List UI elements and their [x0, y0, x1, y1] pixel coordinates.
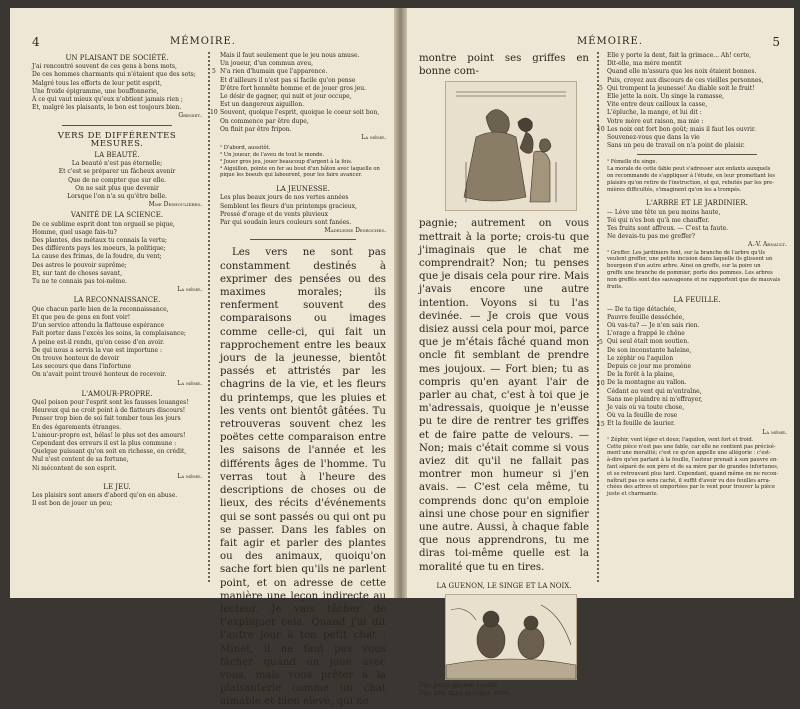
- poem-author: A.-V. Arnault.: [748, 241, 787, 249]
- poem-title: L'AMOUR-PROPRE.: [81, 389, 153, 398]
- poem-author: La même.: [177, 379, 202, 387]
- poem-title: LA JEUNESSE.: [276, 185, 330, 194]
- verse-line: Et la feuille de laurier.: [607, 420, 676, 428]
- verse-line: Homme, quel usage fais-tu?: [32, 228, 117, 236]
- verse-line: Fait porter dans l'excès les soins, la complaisance;: [32, 330, 186, 338]
- line-number: 15: [597, 420, 605, 428]
- book-gutter: [394, 8, 407, 598]
- verse-line: Quand elle m'assura que les noix étaient bonnes.: [607, 68, 757, 76]
- poem-verse: [32, 63, 202, 112]
- verse-line: Où va la feuille de rose: [607, 412, 678, 420]
- line-number: 5: [599, 338, 603, 346]
- verse-line: Les noix ont fort bon goût; mais il faut les ouvrir.: [607, 125, 757, 133]
- poem-title: LE JEU.: [103, 482, 131, 491]
- verse-line: Que de ne compter que sur elle.: [68, 176, 166, 184]
- verse-line: Sans me plaindre ni m'effrayer,: [607, 395, 703, 403]
- footnote-line: ¹ Greffer. Les jardiniers font, sur la branche de l'arbre qu'ils: [607, 249, 766, 256]
- verse-line: Je vais où va toute chose,: [607, 404, 685, 412]
- poem-author: La même.: [762, 428, 787, 436]
- verse-line: À peine est-il rendu, qu'on cesse d'en avoir.: [32, 338, 165, 346]
- verse-line: Les plaisirs sont amers d'abord qu'on en abuse.: [32, 492, 178, 500]
- verse-line: Elle jette la noix. Un singe la ramasse,: [607, 93, 725, 101]
- footnote-line: ¹ D'abord, aussitôt.: [220, 145, 271, 152]
- section-title: VERS DE DIFFÉRENTES MESURES.: [57, 130, 177, 149]
- footnote-line: La morale de cette fable peut s'adresser aux enfants auxquels: [607, 166, 771, 173]
- verse-line: Pauvre feuille desséchée,: [607, 313, 685, 321]
- verse-line: Quel poison pour l'esprit sont les fausses louanges!: [32, 398, 189, 406]
- verse-line: Est un dangereux aiguillon.: [220, 101, 305, 109]
- verse-line: Cependant des erreurs il est la plus commune :: [32, 439, 177, 447]
- fable-verse: [419, 682, 589, 698]
- verse-line: Des différents pays les moeurs, la politique;: [32, 245, 166, 253]
- line-number: 10: [597, 126, 605, 133]
- woman-cat-child-illustration: [446, 82, 576, 210]
- footnote-line: fruits.: [607, 283, 623, 290]
- verse-line: Nul n'est content de sa fortune,: [32, 456, 129, 464]
- verse-line: Le désir de gagner, qui nuit et jour occupe,: [220, 93, 352, 101]
- verse-line: Où vas-tu? — Je n'en sais rien.: [607, 322, 700, 330]
- page-number: 5: [772, 35, 780, 49]
- footnote-line: pique les boeufs qui labourent, pour les faire avancer.: [220, 172, 363, 179]
- poem-author: La même.: [177, 472, 202, 480]
- verse-line: Il est bon de jouer un peu;: [32, 500, 113, 508]
- verse-line: Dit-elle, ma mère mentit: [607, 60, 682, 68]
- verse-line: La cause des frimas, de la foudre, du vent;: [32, 253, 162, 261]
- poem-author: La même.: [177, 286, 202, 294]
- poem-author: La même.: [361, 134, 386, 142]
- poem-title: L'ARBRE ET LE JARDINIER.: [646, 199, 748, 208]
- verse-line: Et d'ailleurs il n'est pas si facile qu'on pense: [220, 76, 356, 84]
- footnote-line: ¹ Fémelle du singe.: [607, 159, 658, 166]
- verse-line: On ne sait plus que devenir: [75, 184, 159, 192]
- poem-title: UN PLAISANT DE SOCIÉTÉ.: [65, 54, 169, 62]
- verse-line: Ni mécontent de son esprit.: [32, 464, 117, 472]
- poem-title: LA FEUILLE.: [673, 296, 721, 305]
- verse-line: Malgré tous les efforts de leur petit esprit,: [32, 79, 162, 87]
- verse-line: — De ta tige détachée,: [607, 305, 677, 313]
- verse-line: Par qui soudain leurs couleurs sont fanées.: [220, 219, 352, 227]
- poem-title: LA BEAUTÉ.: [94, 151, 140, 160]
- footnote-line: non greffés sont des sauvageons et ne rapportent que de mauvais: [607, 276, 781, 283]
- poem-title: VANITÉ DE LA SCIENCE.: [70, 211, 164, 220]
- poem-verse: [32, 306, 202, 380]
- engraving-woman-with-cat: [445, 81, 577, 211]
- verse-line: Souvent, quoique l'esprit, quoique le coeur soit bon,: [220, 109, 380, 117]
- divider: [637, 154, 757, 155]
- verse-line: Une noix dans sa coque verte;: [419, 690, 511, 698]
- footnote-line: juste et charmante.: [607, 491, 659, 498]
- poem-verse: [32, 160, 202, 201]
- verse-line: Une jeune guenon cueillit: [419, 682, 498, 690]
- verse-line: Heureux qui ne croit point à de flatteurs discours!: [32, 407, 186, 415]
- page-number: 4: [32, 35, 40, 49]
- verse-line: De ce sublime esprit dont ton orgueil se pique,: [32, 220, 175, 228]
- verse-line: On commence par être dupe,: [220, 117, 309, 125]
- footnote-line: et se retrouvant plus tard. Cependant, quand même on ne recon-: [607, 470, 779, 477]
- poem-verse: [607, 209, 787, 242]
- poem-author: Gresset.: [178, 112, 202, 120]
- verse-line: On finit par être fripon.: [220, 125, 292, 133]
- verse-line: Des plantes, des métaux tu connais la vertu;: [32, 237, 168, 245]
- running-head: MÉMOIRE.: [577, 36, 643, 47]
- right-column-1: [419, 52, 589, 699]
- footnote-line: plaisirs qu'on retire de l'instruction, et qui, rebutés par les pre-: [607, 179, 774, 186]
- line-number: 10: [597, 379, 605, 387]
- footnotes: [607, 437, 787, 498]
- verse-line: L'orage a frappé le chêne: [607, 330, 685, 338]
- verse-line: Les plus beaux jours de nos vertes années: [220, 194, 349, 202]
- footnote-line: ³ Jouer gros jeu, jouer beaucoup d'argent à la fois.: [220, 158, 353, 165]
- verse-line: Qui trompent la jeunesse! Au diable soit le fruit!: [607, 84, 755, 92]
- verse-line: Un joueur, d'un commun aveu,: [220, 60, 314, 68]
- footnotes: [220, 145, 386, 179]
- footnote-line: ment une moralité; c'est ce qu'on appelle une allégorie : c'est-: [607, 450, 771, 457]
- line-number: 5: [212, 68, 216, 75]
- verse-line: Depuis ce jour me promène: [607, 363, 692, 371]
- verse-line: Des astres le pouvoir suprême;: [32, 261, 127, 269]
- verse-line: N'a rien d'humain que l'apparence.: [220, 68, 328, 76]
- verse-line: Cédant au vent qui m'entraîne,: [607, 387, 702, 395]
- poem-title: LA RECONNAISSANCE.: [73, 296, 161, 305]
- poem-verse: [32, 492, 202, 508]
- verse-line: Une froide épigramme, une bouffonnerie,: [32, 87, 159, 95]
- verse-line: À ce qui vaut mieux qu'eux n'obtient jamais rien ;: [32, 96, 183, 104]
- verse-line: D'être fort honnête homme et de jouer gros jeu.: [220, 84, 367, 92]
- footnote-line: veulent greffer, une petite incision dans laquelle ils glissent un: [607, 256, 773, 263]
- line-number: 10: [210, 109, 218, 116]
- footnote-line: ¹ Zéphir, vent léger et doux; l'aquilon, vent fort et froid.: [607, 436, 754, 443]
- footnote-line: bourgeon d'un autre arbre. Ainsi on greffe, sur la poire un: [607, 263, 761, 270]
- verse-line: Quelque puissant qu'on soit en richesse, en crédit,: [32, 448, 187, 456]
- divider: [62, 125, 172, 126]
- left-column-1: [32, 52, 202, 509]
- right-column-2: [597, 52, 787, 498]
- footnotes: [607, 159, 787, 193]
- verse-line: Qui seul était mon soutien.: [607, 338, 689, 346]
- prose-top-line: montre point ses griffes en bonne com-: [419, 53, 589, 78]
- verse-line: On trouve honteux de devoir: [32, 354, 120, 362]
- footnotes: [607, 250, 787, 291]
- verse-line: L'épluche, la mange, et lui dit :: [607, 109, 702, 117]
- fable-title: LA GUENON, LE SINGE ET LA NOIX.: [436, 581, 572, 590]
- footnote-line: à-dire qu'en parlant à la feuille, l'auteur prenait à son pauvre en-: [607, 457, 779, 464]
- verse-line: Et que peu de gens en font voir!: [32, 313, 131, 321]
- verse-line: Semblent les fleurs d'un printemps gracieux,: [220, 202, 357, 210]
- verse-line: De son inconstante haleine,: [607, 346, 692, 354]
- verse-line: Penser trop bien de soi fait tomber tous les jours: [32, 415, 181, 423]
- poem-verse: [220, 194, 386, 227]
- verse-line: — Lève une tête un peu moins haute,: [607, 208, 721, 216]
- poem-verse: [607, 306, 787, 429]
- verse-line: Le zéphir ou l'aquilon: [607, 354, 674, 362]
- running-head: MÉMOIRE.: [170, 36, 236, 47]
- footnote-line: mières difficultés, s'imaginent qu'on les a trompés.: [607, 186, 742, 193]
- verse-line: Tes fruits sont affreux. — C'est ta faute.: [607, 225, 729, 233]
- verse-line: Que chacun parle bien de la reconnaissance,: [32, 305, 169, 313]
- verse-line: J'ai rencontré souvent de ces gens à bons mots,: [32, 63, 177, 71]
- verse-line: De la forêt à la plaine,: [607, 371, 675, 379]
- footnote-line: on recommande de s'appliquer à l'étude, en leur promettant les: [607, 173, 775, 180]
- line-number: 5: [599, 85, 603, 92]
- footnote-line: chées des arbres et emportées par le vent pour trouver la pièce: [607, 484, 775, 491]
- verse-line: De la montagne au vallon.: [607, 379, 687, 387]
- verse-line: Lorsque l'on n'a su qu'être belle.: [67, 193, 167, 201]
- prose-paragraph: pagnie; autrement on vous mettrait à la porte; crois-tu que j'imaginais que le chat me comprendrait? Non; tu penses que je disais cela pour rire. Mais j'avais encore une autre intention. Voyons si tu l'as devinée. — Je crois que vous disiez aussi cela pour moi, parce que je m'étais fâché quand mon oncle fit semblant de prendre mes joujoux. — Fort bien; tu as compris qu'en ayant l'air de parler au chat, c'est à toi que je m'adressais, quoique je n'eusse pu te dire de rentrer tes griffes et de faire patte de velours. — Non; mais c'était comme si vous aviez dit qu'il ne fallait pas montrer mon humeur si j'en avais. — C'est cela même, tu comprends donc qu'on emploie ainsi une chose pour en signifier une autre. Aussi, à chaque fable que nous apprendrons, tu me diras toi-même quelle est la moralité que tu en tires.: [419, 218, 589, 573]
- poem-author: Madeleine Desroches.: [324, 227, 386, 235]
- right-page: [407, 8, 794, 698]
- left-page: [10, 8, 394, 708]
- poem-verse: [32, 399, 202, 473]
- verse-line: Souvenez-vous que dans la vie: [607, 134, 700, 142]
- verse-line: Vite entre deux cailloux la casse,: [607, 101, 708, 109]
- poem-verse: [32, 221, 202, 287]
- left-column-2: [210, 52, 386, 709]
- divider: [250, 239, 356, 240]
- footnote-line: fant séparé de son père et de sa mère par de grandes infortunes,: [607, 464, 779, 471]
- verse-line: Les secours que dans l'infortune: [32, 363, 132, 371]
- verse-line: On n'avait point trouvé honteux de recevoir.: [32, 371, 167, 379]
- verse-line: Et, malgré les plaisants, le bon est toujours bien.: [32, 104, 182, 112]
- verse-line: Et c'est se préparer un fâcheux avenir: [58, 168, 176, 176]
- footnote-line: naîtrait pas ce sens caché, il suffit d'avoir vu des feuilles arra-: [607, 477, 771, 484]
- verse-line: De ces hommes charmants qui n'étaient que des sots;: [32, 71, 196, 79]
- verse-line: Pressé d'orage et de vents pluvieux: [220, 210, 329, 218]
- verse-line: De qui nous a servis la vue est importune :: [32, 346, 163, 354]
- verse-line: La beauté n'est pas éternelle;: [71, 160, 163, 168]
- footnote-line: greffe une branche de pommier, porte des pommes. Les arbres: [607, 270, 773, 277]
- verse-line: Puis, croyez aux discours de ces vieilles personnes,: [607, 76, 764, 84]
- poem-verse: [220, 52, 386, 134]
- verse-line: Mais il faut seulement que le jeu nous amuse.: [220, 52, 360, 59]
- prose-paragraph: Les vers ne sont pas constamment destinés à exprimer des pensées ou des maximes morales; ils renferment souvent des comparaisons ou images comme celle-ci, qui fait un rapprochement entre les beaux jours de la jeunesse, bientôt passés et attristés par les chagrins de la vie, et les fleurs du printemps, que les pluies et les vents ont bientôt gâtées. Tu retrouveras souvent chez les poëtes cette comparaison entre les saisons de l'année et les différents âges de l'homme. Tu verras tout à l'heure des descriptions de choses ou de lieux, des récits d'événements qui se sont passés ou qui ont pu se passer. Dans les fables on fait agir et parler des plantes ou des animaux, quoiqu'on sache fort bien qu'ils ne parlent point, et on adresse de cette manière une leçon indirecte au lecteur. Je vais tâcher de t'expliquer cela. Quand j'ai dit l'autre jour à ton petit chat : Minet, il ne faut pas vous fâcher quand on joue avec vous, mais vous prêter à la plaisanterie comme un chat aimable et bien élevé, qui ne: [220, 247, 386, 708]
- footnote-line: Cette pièce n'est pas une fable, car elle ne contient pas précisé-: [607, 443, 776, 450]
- verse-line: Toi qui n'es bon qu'à me chauffer.: [607, 216, 710, 224]
- verse-line: Ne devais-tu pas me greffer?: [607, 233, 695, 241]
- engraving-monkeys: [445, 594, 577, 680]
- verse-line: Elle y porte la dent, fait la grimace... Ah! certe,: [607, 52, 752, 59]
- verse-line: En des égarements étranges.: [32, 423, 122, 431]
- verse-line: Sans un peu de travail on n'a point de plaisir.: [607, 142, 745, 150]
- monkeys-illustration: [446, 595, 576, 679]
- footnote-line: ² Un joueur, de l'aveu de tout le monde.: [220, 152, 325, 159]
- footnote-line: ⁴ Aiguillon, pointe en fer au bout d'un bâton avec laquelle on: [220, 165, 380, 172]
- fable-verse: [607, 52, 787, 150]
- verse-line: Votre mère eut raison, ma mie :: [607, 117, 704, 125]
- poem-author: Mme Deshoulières.: [148, 201, 202, 209]
- verse-line: L'amour-propre est, hélas! le plus sot des amours!: [32, 431, 186, 439]
- verse-line: Tu ne te connais pas toi-même.: [32, 278, 127, 286]
- verse-line: D'un service attendu la flatteuse espérance: [32, 322, 165, 330]
- verse-line: Et, sur tant de choses savant,: [32, 269, 123, 277]
- column-rule: [208, 52, 212, 582]
